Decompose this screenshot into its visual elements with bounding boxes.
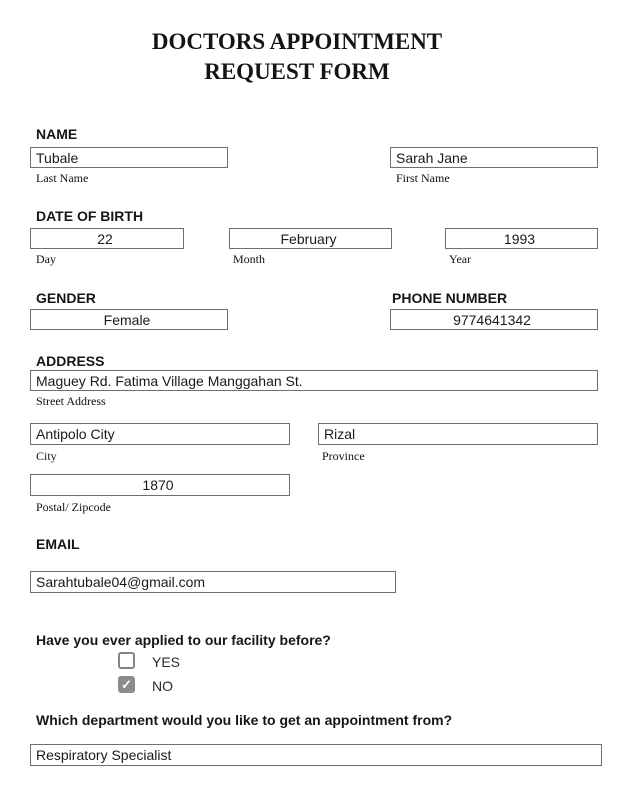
first-name-input[interactable] [390, 147, 598, 168]
last-name-label: Last Name [36, 171, 89, 185]
gender-section-label: GENDER [36, 290, 96, 306]
gender-input[interactable] [30, 309, 228, 330]
address-section-label: ADDRESS [36, 353, 105, 369]
no-checkbox[interactable] [118, 676, 135, 693]
yes-checkbox[interactable] [118, 652, 135, 669]
phone-input[interactable] [390, 309, 598, 330]
province-label: Province [322, 449, 365, 463]
yes-label: YES [152, 654, 181, 670]
city-label: City [36, 449, 57, 463]
form-title [0, 27, 594, 87]
street-address-label: Street Address [36, 394, 106, 408]
dob-section-label: DATE OF BIRTH [36, 208, 144, 224]
year-label: Year [449, 252, 472, 266]
department-question: Which department would you like to get an appointment from? [36, 712, 453, 728]
name-section-label: NAME [36, 126, 78, 142]
month-label: Month [233, 252, 266, 266]
postal-label: Postal/ Zipcode [36, 500, 111, 514]
phone-section-label: PHONE NUMBER [392, 290, 508, 306]
year-input[interactable] [445, 228, 598, 249]
month-input[interactable] [229, 228, 392, 249]
email-input[interactable] [30, 571, 396, 593]
last-name-input[interactable] [30, 147, 228, 168]
email-section-label: EMAIL [36, 536, 80, 552]
city-input[interactable] [30, 423, 290, 445]
day-input[interactable] [30, 228, 184, 249]
province-input[interactable] [318, 423, 598, 445]
facility-question: Have you ever applied to our facility before? [36, 632, 331, 648]
form-title-line1: DOCTORS APPOINTMENT [151, 29, 443, 54]
postal-input[interactable] [30, 474, 290, 496]
street-address-input[interactable] [30, 370, 598, 391]
no-label: NO [152, 678, 173, 694]
day-label: Day [36, 252, 56, 266]
department-input[interactable] [30, 744, 602, 766]
first-name-label: First Name [396, 171, 450, 185]
form-title-line2: REQUEST FORM [204, 59, 390, 84]
